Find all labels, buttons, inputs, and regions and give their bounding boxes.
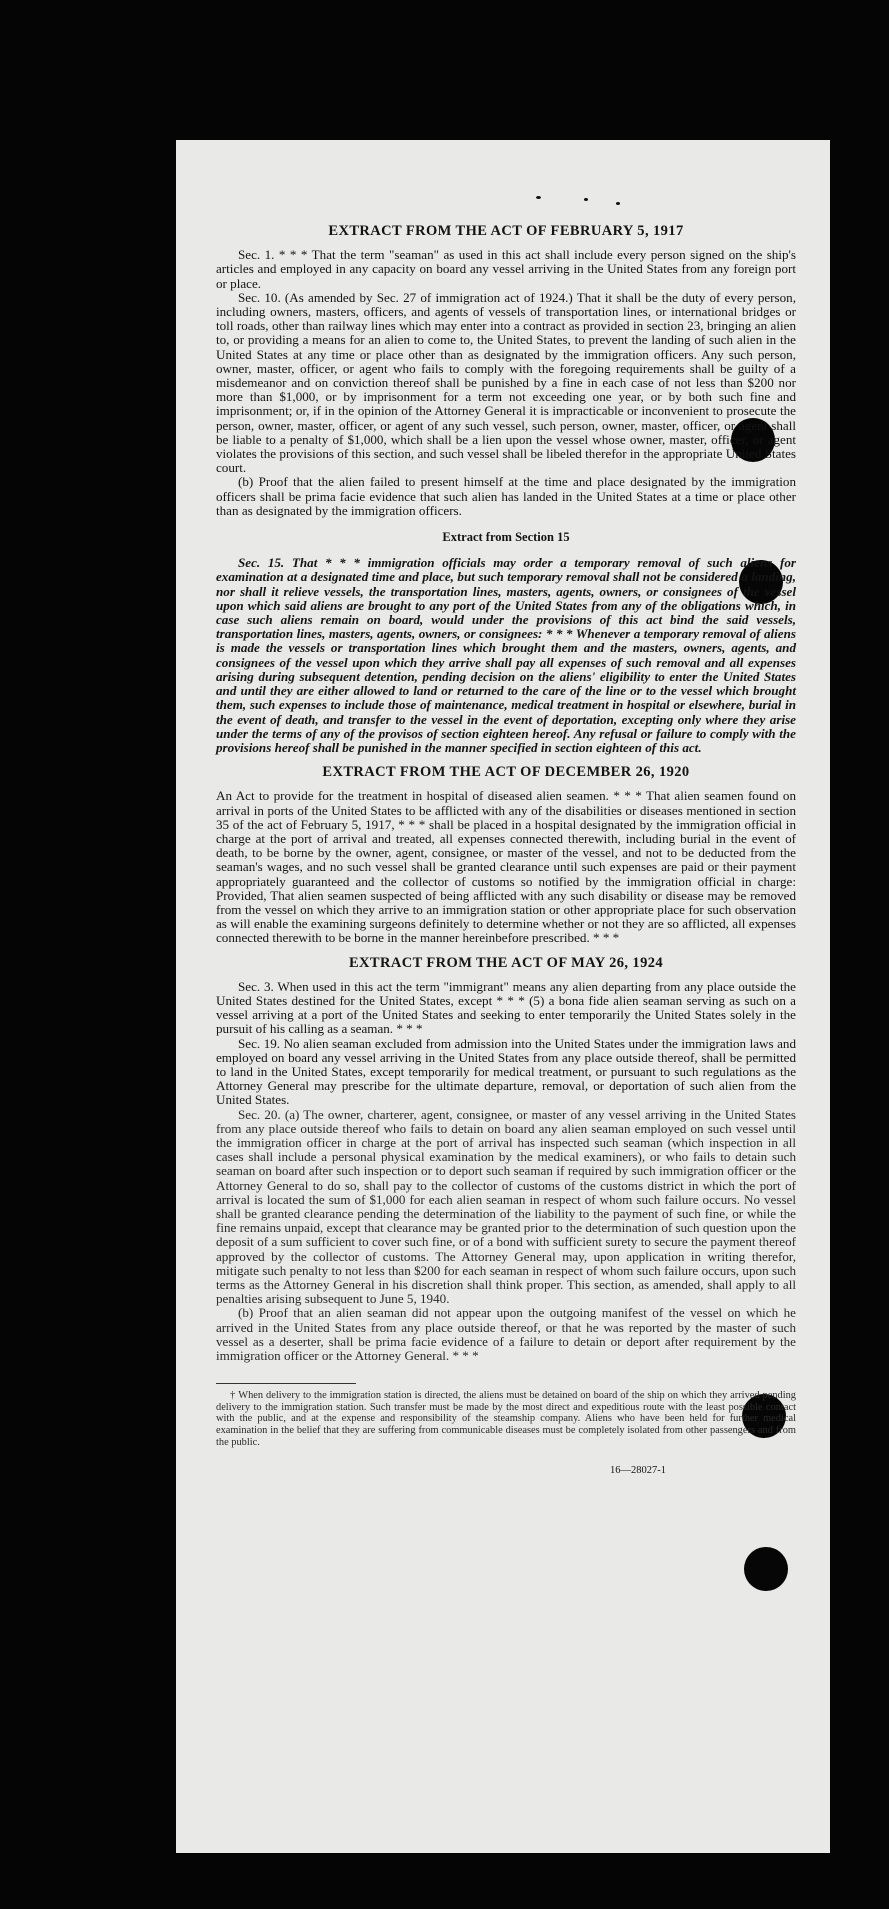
paragraph-1924-sec19: Sec. 19. No alien seaman excluded from admission into the United States under the immigration laws and employed on board any vessel arriving in the United States from any place outside thereof, shall be permitted to land in the United States, except temporarily for medical treatment, or pursuant to such regulations as the Attorney General may prescribe for the ultimate departure, removal, or deportation of such alien from the United States.	[216, 1035, 796, 1108]
paragraph-section-15: Sec. 15. That * * * immigration officials may order a temporary removal of such aliens for examination at a designated time and place, but such temporary removal shall not be considered a landing, nor shall it relieve vessels, the transportation lines, masters, agents, owners, or consignees of the vessel upon which said aliens are brought to any port of the United States from any of the obligations which, in case such aliens remain on board, would under the provisions of this act bind the said vessels, transportation lines, masters, agents, owners, or consignees: * * * Whenever a temporary removal of aliens is made the vessels or transportation lines which brought them and the masters, owners, agents, and consignees of the vessel upon which they arrive shall pay all expenses of such removal and all expenses arising during subsequent detention, pending decision on the aliens' eligibility to enter the United States and until they are either allowed to land or returned to the care of the line or to the vessel which brought them, such expenses to include those of maintenance, medical treatment in hospital or elsewhere, burial in the event of death, and transfer to the vessel in the event of deportation, excepting only where they arise under the terms of any of the provisos of section eighteen hereof. Any refusal or failure to comply with the provisions hereof shall be punished in the manner specified in section eighteen of this act.	[216, 555, 796, 755]
speck-mark	[616, 202, 620, 205]
paragraph-1924-sec3: Sec. 3. When used in this act the term "immigrant" means any alien departing from any place outside the United States destined for the United States, except * * * (5) a bona fide alien seaman serving as such on a vessel arriving at a port of the United States and seeking to enter temporarily the United States solely in the pursuit of his calling as a seaman. * * *	[216, 978, 796, 1037]
heading-act-1924: EXTRACT FROM THE ACT OF MAY 26, 1924	[348, 954, 664, 971]
speck-mark	[536, 196, 541, 199]
footnote-text: † When delivery to the immigration station is directed, the aliens must be detained on board of the ship on which they arrived pending delivery to the immigration station. Such transfer must be made by the most direct and expeditious route with the least possible contact with the public, and at the expense and responsibility of the steamship company. Aliens who have been held for further medical examination in the belief that they are suffering from communicable diseases must be completely isolated from other passengers and from the public.	[216, 1390, 796, 1448]
subheading-section-15: Extract from Section 15	[442, 530, 570, 545]
paragraph-1924-b: (b) Proof that an alien seaman did not appear upon the outgoing manifest of the vessel on which he arrived in the United States from any place outside thereof, or that he was reported by the master of such vessel as a deserter, shall be prima facie evidence of a failure to detain or deport after requirement by the immigration officer or the Attorney General. * * *	[216, 1305, 796, 1364]
document-body	[216, 224, 796, 1478]
paragraph-1924-sec20: Sec. 20. (a) The owner, charterer, agent, consignee, or master of any vessel arriving in the United States from any place outside thereof who fails to detain on board any alien seaman employed on such vessel until the immigration officer in charge at the port of arrival has inspected such seaman (which inspection in all cases shall include a personal physical examination by the medical examiners), or who fails to detain such seaman on board after such inspection or to deport such seaman if required by such immigration officer or the Attorney General to do so, shall pay to the collector of customs of the customs district in which the port of arrival is located the sum of $1,000 for each alien seaman in respect of whom such failure occurs. No vessel shall be granted clearance pending the determination of the liability to the payment of such fine, or while the fine remains unpaid, except that clearance may be granted prior to the determination of such question upon the deposit of a sum sufficient to cover such fine, or of a bond with sufficient surety to secure the payment thereof approved by the collector of customs. The Attorney General may, upon application in writing therefor, mitigate such penalty to not less than $200 for each seaman in respect of whom such failure occurs, upon such terms as the Attorney General in his discretion shall think proper. This section, as amended, shall apply to all penalties arising subsequent to June 5, 1940.	[216, 1106, 796, 1307]
paragraph-1917-sec10: Sec. 10. (As amended by Sec. 27 of immigration act of 1924.) That it shall be the duty of every person, including owners, masters, officers, and agents of vessels of transportation lines, or international bridges or toll roads, other than railway lines which may enter into a contract as provided in section 23, bringing an alien to, or providing a means for an alien to come to, the United States, to prevent the landing of such alien in the United States at any time or place other than as designated by the immigration officers. Any such person, owner, master, officer, or agent who fails to comply with the foregoing requirements shall be guilty of a misdemeanor and on conviction thereof shall be punished by a fine in each case of not less than $200 nor more than $1,000, or by imprisonment for a term not exceeding one year, or by both such fine and imprisonment; or, if in the opinion of the Attorney General it is impracticable or inconvenient to prosecute the person, owner, master, officer, or agent of any such vessel, such person, owner, master, officer, or agent shall be liable to a penalty of $1,000, which shall be a lien upon the vessel whose owner, master, officer, or agent violates the provisions of this section, and such vessel shall be libeled therefor in the appropriate United States court.	[216, 289, 796, 476]
paragraph-1917-b: (b) Proof that the alien failed to present himself at the time and place designated by the immigration officers shall be prima facie evidence that such alien has landed in the United States at a time or place other than as designated by the immigration officers.	[216, 474, 796, 518]
document-page	[176, 140, 830, 1853]
speck-mark	[584, 198, 588, 201]
punch-hole	[744, 1547, 788, 1591]
heading-act-1920: EXTRACT FROM THE ACT OF DECEMBER 26, 1920	[322, 764, 690, 781]
document-code: 16—28027-1	[610, 1465, 666, 1477]
paragraph-1917-sec1: Sec. 1. * * * That the term "seaman" as used in this act shall include every person signed on the ship's articles and employed in any capacity on board any vessel arriving in the United States from any foreign port or place.	[216, 247, 796, 291]
paragraph-1920: An Act to provide for the treatment in hospital of diseased alien seamen. * * * That alien seamen found on arrival in ports of the United States to be afflicted with any of the disabilities or diseases mentioned in section 35 of the act of February 5, 1917, * * * shall be placed in a hospital designated by the immigration official in charge at the port of arrival and treated, all expenses connected therewith, including burial in the event of death, to be borne by the owner, agent, consignee, or master of the vessel, and not to be deducted from the seaman's wages, and no such vessel shall be granted clearance until such expenses are paid or their payment appropriately guaranteed and the collector of customs so notified by the immigration official in charge: Provided, That alien seamen suspected of being afflicted with any such disability or disease may be removed from the vessel on which they arrive to an immigration station or other appropriate place for such observation as will enable the examining surgeons definitely to determine whether or not they are so afflicted, all expenses connected therewith to be borne in the manner hereinbefore prescribed. * * *	[216, 788, 796, 946]
footnote-rule	[216, 1383, 356, 1384]
heading-act-1917: EXTRACT FROM THE ACT OF FEBRUARY 5, 1917	[328, 223, 684, 239]
